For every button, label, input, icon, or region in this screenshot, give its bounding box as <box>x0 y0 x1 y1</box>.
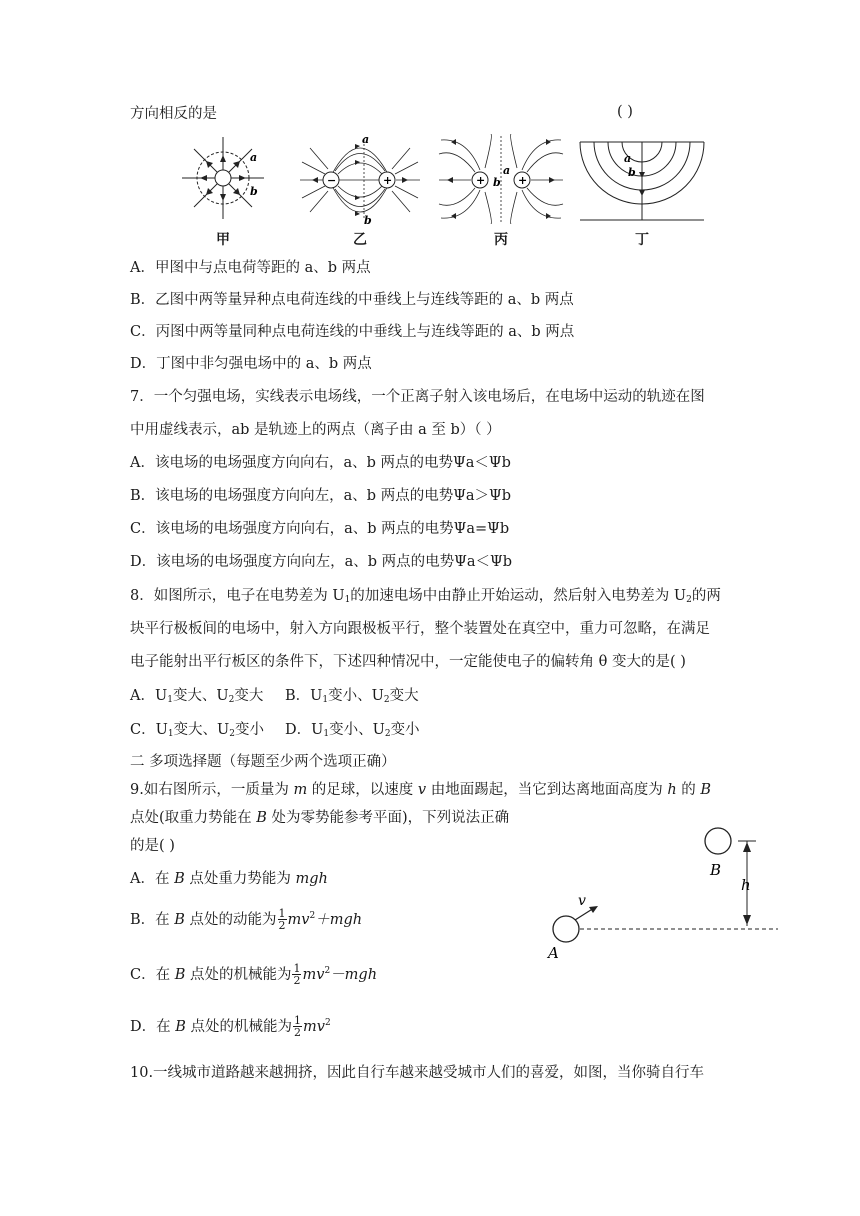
point-charge <box>215 170 231 186</box>
figure-ding <box>578 138 706 224</box>
q9-stem-line2: 点处(取重力势能在 B 处为零势能参考平面)，下列说法正确 <box>130 810 510 826</box>
q9-stem-line1: 9.如右图所示，一质量为 m 的足球，以速度 v 由地面踢起，当它到达离地面高度为 h 的 B <box>130 782 712 798</box>
q7-option-d: D．该电场的电场强度方向向左，a、b 两点的电势Ψa＜Ψb <box>130 554 513 570</box>
q8-option-d: D．$U_1$变小、$U_2$变小 <box>285 722 420 739</box>
label-a: a <box>250 151 258 164</box>
figure-bing <box>437 134 565 224</box>
q6-option-d: D．丁图中非匀强电场中的 a、b 两点 <box>130 356 372 372</box>
caption-yi: 乙 <box>353 232 367 248</box>
label-b: b <box>493 176 501 189</box>
q8-option-a: A．$U_1$变大、$U_2$变大 <box>130 688 264 705</box>
q8-stem-line2: 块平行极板间的电场中，射入方向跟极板平行，整个装置处在真空中，重力可忽略，在满足 <box>130 621 710 637</box>
label-a: a <box>624 152 632 165</box>
q9-option-d: D．在 B 点处的机械能为 $\frac{1}{2}$ $mv^2$ <box>130 1014 331 1040</box>
caption-ding: 丁 <box>635 232 649 248</box>
minus-sign: − <box>327 174 337 187</box>
label-b: b <box>250 185 258 198</box>
figure-jia <box>180 135 266 221</box>
q8-option-c: C．$U_1$变大、$U_2$变小 <box>130 722 265 739</box>
q8-stem-line1: 8．如图所示，电子在电势差为 $U_1$的加速电场中由静止开始运动，然后射入电势差为 $U_2$的两 <box>130 588 721 605</box>
label-b: B <box>710 861 722 879</box>
q7-stem-line2: 中用虚线表示，ab 是轨迹上的两点（离子由 a 至 b）（ ） <box>130 422 501 438</box>
plus-sign: + <box>476 174 486 187</box>
question-stem-fragment: 方向相反的是 <box>130 106 217 122</box>
q7-option-c: C．该电场的电场强度方向向右，a、b 两点的电势Ψa=Ψb <box>130 521 510 537</box>
label-v: v <box>578 893 586 909</box>
section-heading: 二 多项选择题（每题至少两个选项正确） <box>130 754 396 770</box>
label-a: a <box>362 134 370 146</box>
q9-option-c: C．在 B 点处的机械能为 $\frac{1}{2}$ $mv^2-mgh$ <box>130 962 378 988</box>
figure-yi <box>298 134 422 226</box>
plus-sign: + <box>383 174 393 187</box>
q9-stem-line3: 的是( ) <box>130 838 175 854</box>
label-h: h <box>741 876 751 894</box>
q7-stem-line1: 7．一个匀强电场，实线表示电场线，一个正离子射入该电场后，在电场中运动的轨迹在图 <box>130 389 705 405</box>
caption-bing: 丙 <box>494 232 508 248</box>
q9-option-b: B．在 B 点处的动能为 $\frac{1}{2}$ $mv^2+mgh$ <box>130 907 363 933</box>
q6-option-b: B．乙图中两等量异种点电荷连线的中垂线上与连线等距的 a、b 两点 <box>130 292 574 308</box>
q7-option-a: A．该电场的电场强度方向向右，a、b 两点的电势Ψa＜Ψb <box>130 455 511 471</box>
caption-jia: 甲 <box>216 232 230 248</box>
q6-option-a: A．甲图中与点电荷等距的 a、b 两点 <box>130 260 371 276</box>
label-a: a <box>503 164 511 177</box>
label-b: b <box>364 214 372 226</box>
q8-option-b: B．$U_1$变小、$U_2$变大 <box>285 688 419 705</box>
q9-figure <box>540 822 780 968</box>
q7-option-b: B．该电场的电场强度方向向左，a、b 两点的电势Ψa＞Ψb <box>130 488 512 504</box>
q9-option-a: A．在 B 点处重力势能为 mgh <box>130 871 328 887</box>
q10-stem: 10.一线城市道路越来越拥挤，因此自行车越来越受城市人们的喜爱，如图，当你骑自行车 <box>130 1065 705 1081</box>
answer-bracket: ( ) <box>617 104 633 120</box>
label-b: b <box>628 166 636 179</box>
q8-stem-line3: 电子能射出平行板区的条件下，下述四种情况中，一定能使电子的偏转角 θ 变大的是( ) <box>130 654 686 670</box>
label-a: A <box>548 944 559 962</box>
plus-sign: + <box>518 174 528 187</box>
ball-at-b <box>705 828 731 854</box>
q6-option-c: C．丙图中两等量同种点电荷连线的中垂线上与连线等距的 a、b 两点 <box>130 324 575 340</box>
